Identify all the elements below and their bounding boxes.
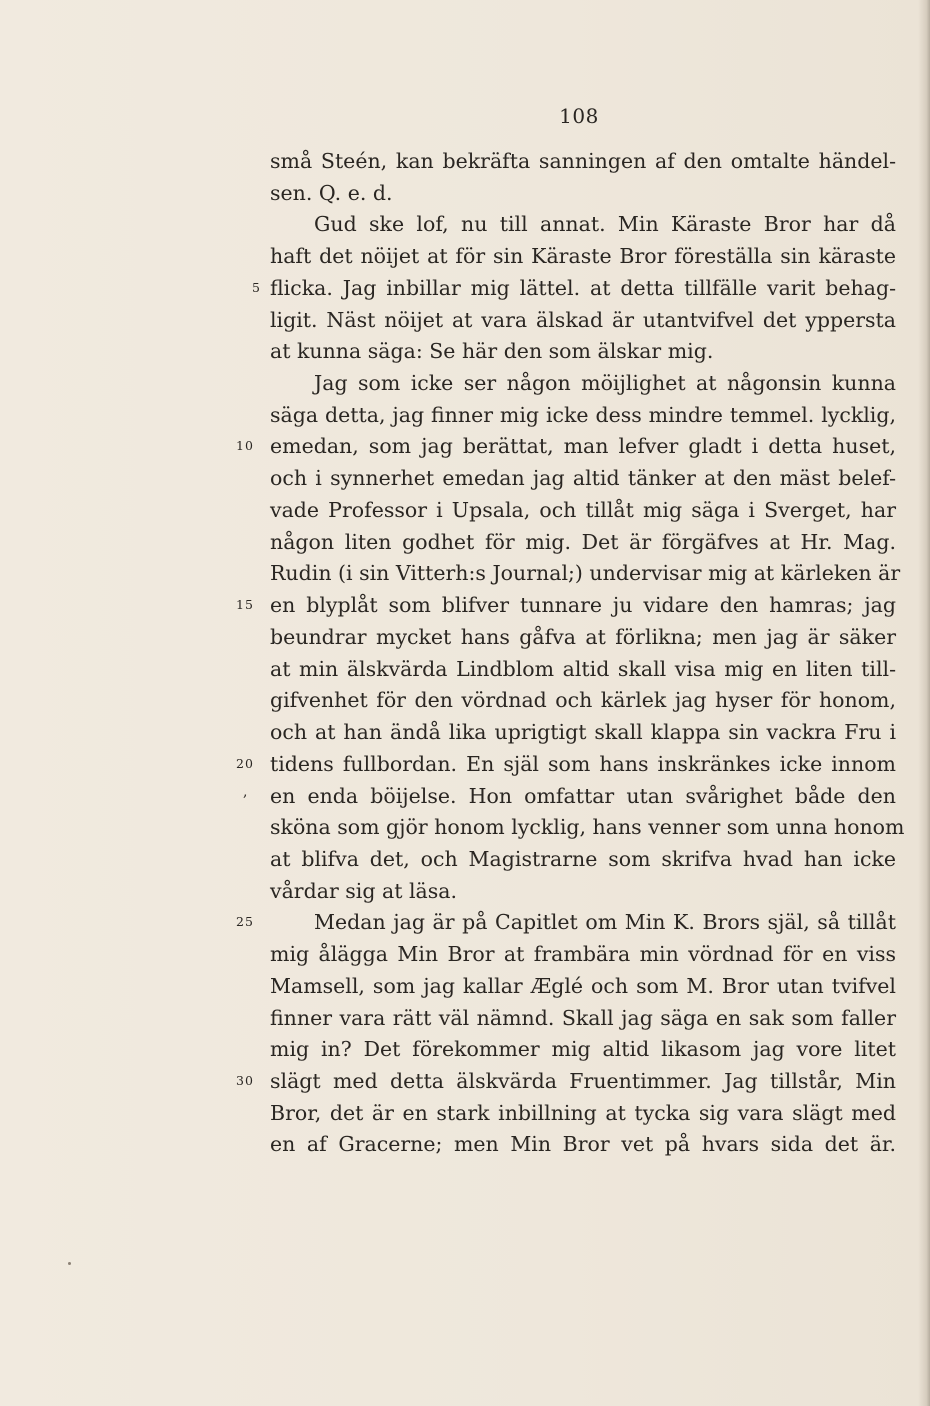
- text-line: Medan jag är på Capitlet om Min K. Brors själ, så tillåt: [314, 910, 896, 934]
- text-line: at blifva det, och Magistrarne som skrifva hvad han icke: [270, 847, 896, 871]
- line-number: 15: [236, 597, 254, 612]
- text-line: en af Gracerne; men Min Bror vet på hvars sida det är.: [270, 1132, 896, 1156]
- text-line: säga detta, jag finner mig icke dess mindre temmel. lycklig,: [270, 403, 896, 427]
- line-number: 10: [236, 438, 254, 453]
- text-line: Rudin (i sin Vitterh:s Journal;) undervisar mig at kärleken är: [270, 561, 901, 585]
- text-line: någon liten godhet för mig. Det är förgäfves at Hr. Mag.: [270, 530, 896, 554]
- text-line: vårdar sig at läsa.: [270, 879, 457, 903]
- text-line: at kunna säga: Se här den som älskar mig.: [270, 339, 714, 363]
- text-line: Bror, det är en stark inbillning at tycka sig vara slägt med: [270, 1101, 896, 1125]
- text-line: flicka. Jag inbillar mig lättel. at detta tillfälle varit behag-: [270, 276, 896, 300]
- text-line: vade Professor i Upsala, och tillåt mig säga i Sverget, har: [270, 498, 896, 522]
- text-line: ligit. Näst nöijet at vara älskad är utantvifvel det yppersta: [270, 308, 896, 332]
- text-line: haft det nöijet at för sin Käraste Bror föreställa sin käraste: [270, 244, 896, 268]
- text-line: Jag som icke ser någon möijlighet at någonsin kunna: [314, 371, 896, 395]
- line-number: 30: [236, 1073, 254, 1088]
- text-line: och i synnerhet emedan jag altid tänker at den mäst belef-: [270, 466, 896, 490]
- text-line: en enda böijelse. Hon omfattar utan svårighet både den: [270, 784, 896, 808]
- line-number: 20: [236, 756, 254, 771]
- text-line: mig in? Det förekommer mig altid likasom jag vore litet: [270, 1037, 896, 1061]
- text-line: Mamsell, som jag kallar Æglé och som M. Bror utan tvifvel: [270, 974, 896, 998]
- text-line: tidens fullbordan. En själ som hans inskränkes icke innom: [270, 752, 896, 776]
- text-line: gifvenhet för den vördnad och kärlek jag hyser för honom,: [270, 688, 896, 712]
- text-line: sen. Q. e. d.: [270, 181, 393, 205]
- text-line: och at han ändå lika uprigtigt skall klappa sin vackra Fru i: [270, 720, 896, 744]
- paper-speck: [68, 1262, 71, 1265]
- line-number: 5: [252, 280, 261, 295]
- line-number: 25: [236, 914, 254, 929]
- text-line: finner vara rätt väl nämnd. Skall jag säga en sak som faller: [270, 1006, 896, 1030]
- text-line: at min älskvärda Lindblom altid skall visa mig en liten till-: [270, 657, 896, 681]
- page-edge-shadow: [918, 0, 930, 1406]
- page-number: 108: [559, 104, 599, 128]
- text-line: små Steén, kan bekräfta sanningen af den omtalte händel-: [270, 149, 896, 173]
- text-line: beundrar mycket hans gåfva at förlikna; men jag är säker: [270, 625, 896, 649]
- text-line: mig ålägga Min Bror at frambära min vördnad för en viss: [270, 942, 896, 966]
- text-line: en blyplåt som blifver tunnare ju vidare den hamras; jag: [270, 593, 896, 617]
- text-line: sköna som gjör honom lycklig, hans venner som unna honom: [270, 815, 905, 839]
- text-line: emedan, som jag berättat, man lefver gladt i detta huset,: [270, 434, 896, 458]
- stray-mark: ,: [243, 784, 248, 800]
- text-line: Gud ske lof, nu till annat. Min Käraste Bror har då: [314, 212, 896, 236]
- text-line: slägt med detta älskvärda Fruentimmer. Jag tillstår, Min: [270, 1069, 896, 1093]
